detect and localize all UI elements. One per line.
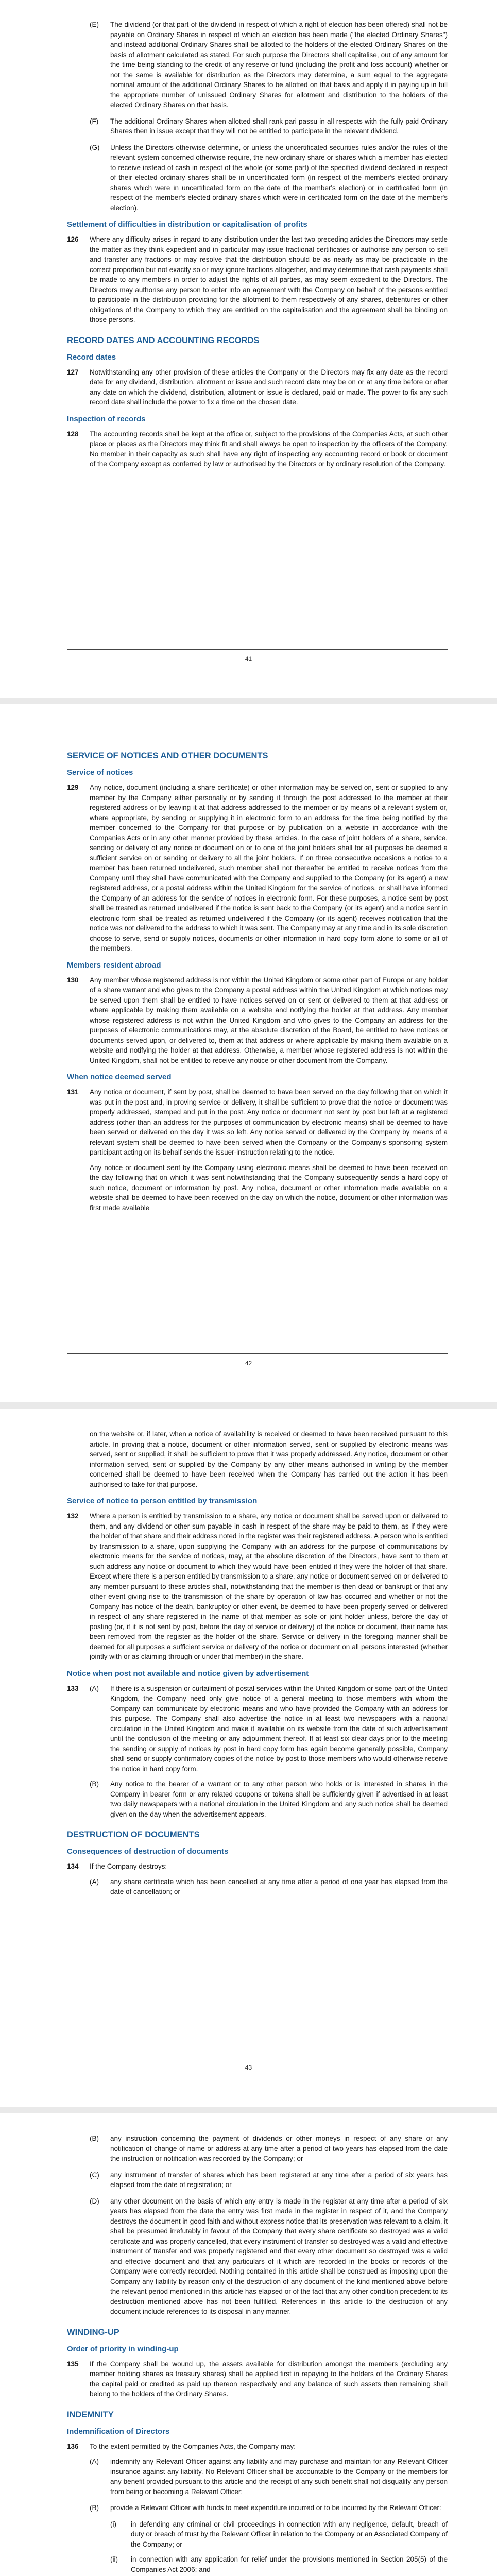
list-item xyxy=(110,2554,448,2574)
part-heading: WINDING-UP xyxy=(67,2327,119,2337)
item-label: (C) xyxy=(90,2171,99,2179)
clause-paragraph: on the website or, if later, when a notice of availability is received or deemed to have been received pursuant to this article. In proving that a notice, document or other information served, sent or supplied by electronic means was served, sent or supplied, it shall be sufficient to prove that it was properly addressed. Any notice, document or other information served, sent or supplied by the Company by any other means authorised in writing by the member concerned shall be deemed to have been received when the Company has carried out the action it has been authorised to take for that purpose. xyxy=(90,1430,448,1488)
list-item xyxy=(90,143,448,213)
list-item xyxy=(90,2170,448,2190)
clause-132 xyxy=(67,1511,448,1662)
section-heading: Service of notices xyxy=(67,768,133,777)
item-label: (B) xyxy=(90,1780,99,1788)
clause-number: 136 xyxy=(67,2442,79,2450)
page-43 xyxy=(0,1409,497,2107)
item-text: in defending any criminal or civil proceedings in connection with any negligence, default, breach of duty or breach of trust by the Relevant Officer in relation to the Company or an Associated Company of the Company; or xyxy=(131,2520,448,2548)
clause-number: 129 xyxy=(67,784,79,791)
clause-number: 132 xyxy=(67,1512,79,1520)
list-item xyxy=(90,116,448,137)
clause-131 xyxy=(67,1087,448,1158)
part-heading: RECORD DATES AND ACCOUNTING RECORDS xyxy=(67,335,260,345)
clause-text: If there is a suspension or curtailment of postal services within the United Kingdom or some part of the United Kingdom, the Company need only give notice of a general meeting to those members with whom the Company can communicate by electronic means and who have provided the Company with an address for this purpose. The Company shall also advertise the notice in at least two newspapers with a national circulation in the United Kingdom and make it available on its website from the date of such advertisement until the conclusion of the meeting or any adjournment thereof. If at least six clear days prior to the meeting the sending or supply of notices by post in hard copy form has again become generally possible, Company shall send or supply confirmatory copies of the notice by post to those members who would otherwise receive the notice in hard copy form. xyxy=(110,1684,448,1773)
part-heading: DESTRUCTION OF DOCUMENTS xyxy=(67,1830,200,1839)
page-footer-rule xyxy=(67,1353,448,1354)
list-item xyxy=(90,1877,448,1897)
page-number: 43 xyxy=(245,2064,252,2071)
page-42 xyxy=(0,704,497,1402)
list-item xyxy=(90,2133,448,2164)
item-label: (ii) xyxy=(110,2555,118,2563)
clause-text: Any member whose registered address is not within the United Kingdom or some other part of Europe or any holder of a share warrant and who gives to the Company a postal address within the United Kingdom at which notices may be served upon them shall be entitled to have notices served on or sent or delivered to them at that address or where applicable by making them available on a website and notifying the holder at that address. Any member whose registered address is not within the United Kingdom and who gives to the Company an address for the purposes of electronic communications may, at the absolute discretion of the Board, be entitled to have notices or documents served upon, or delivered to, them at that address or where applicable by making them available on a website and notifying the holder at that address. Otherwise, a member whose registered address is not within the United Kingdom, shall not be entitled to receive any notice or other document from the Company. xyxy=(90,976,448,1064)
page-44 xyxy=(0,2113,497,2576)
clause-135 xyxy=(67,2359,448,2399)
page-footer-rule xyxy=(67,649,448,650)
clause-136 xyxy=(67,2442,448,2452)
page-number: 42 xyxy=(245,1360,252,1367)
section-heading: Members resident abroad xyxy=(67,960,161,970)
clause-134 xyxy=(67,1861,448,1872)
item-label: (D) xyxy=(90,2197,99,2205)
list-item xyxy=(90,2503,448,2513)
clause-number: 134 xyxy=(67,1862,79,1870)
page-41 xyxy=(0,0,497,698)
clause-129 xyxy=(67,783,448,954)
item-text: any other document on the basis of which any entry is made in the register at any time after a period of six years has elapsed from the date the entry was first made in the register in respect of it, and the Company destroys the document in good faith and without express notice that its preservation was relevant to a claim, it shall be presumed irrefutably in favour of the Company that every share certificate so destroyed was a valid certificate and was properly cancelled, that every instrument of transfer so destroyed was a valid and effective instrument of transfer and was properly registered and that every other document so destroyed was a valid and effective document and that any particulars of it which are recorded in the books or records of the Company were correctly recorded. Nothing contained in this article shall be construed as imposing upon the Company any liability by reason only of the destruction of any document of the kind mentioned above before the relevant period mentioned in this article has elapsed or of the fact that any other condition precedent to its destruction mentioned above has not been fulfilled. References in this article to the destruction of any document include references to its disposal in any manner. xyxy=(110,2197,448,2315)
clause-127 xyxy=(67,367,448,408)
list-item xyxy=(90,1779,448,1819)
clause-paragraph: Any notice or document sent by the Company using electronic means shall be deemed to have been received on the day following that on which it was sent notwithstanding that the Company subsequently sends a hard copy of such notice, document or information by post. Any notice, document or other information made available on a website shall be deemed to have been received on the day on which the notice, document or other information was first made available xyxy=(90,1163,448,1212)
clause-number: 135 xyxy=(67,2360,79,2368)
item-text: any instruction concerning the payment of dividends or other moneys in respect of any share or any notification of change of name or address at any time after a period of two years has elapsed from the date the instruction or notification was recorded by the Company; or xyxy=(110,2134,448,2162)
list-item xyxy=(90,2456,448,2497)
clause-text: Where a person is entitled by transmission to a share, any notice or document shall be served upon or delivered to them, and any dividend or other sum payable in cash in respect of the share may be paid to them, as if they were the holder of that share and their address noted in the register was their registered address. A person who is entitled by transmission to a share, upon supplying the Company with an address for the purpose of communications by electronic means for the service of notices, may, at the absolute discretion of the Directors, have sent to them at such address any notice or document to which they would have been entitled if they were the holder of that share. Except where there is a person entitled by transmission to a share, any notice or document served on or delivered to any member pursuant to these articles shall, notwithstanding that the member is then dead or bankrupt or that any other event giving rise to the transmission of the share by operation of law has occurred and whether or not the Company has notice of the death, bankruptcy or other event, be deemed to have been properly served or delivered in respect of any share registered in the name of that member as sole or joint holder unless, before the day of posting (or, if it is not sent by post, before the day of service or delivery) of the notice or document, their name has been removed from the register as the holder of the share. Service or delivery in the foregoing manner shall be deemed for all purposes a sufficient service or delivery of the notice or document on all persons interested (whether jointly with or as claiming through or under that member) in the share. xyxy=(90,1512,448,1660)
item-label: (A) xyxy=(90,2458,99,2465)
clause-text: The accounting records shall be kept at the office or, subject to the provisions of the Companies Acts, at such other place or places as the Directors may think fit and shall always be open to inspection by the officers of the Company. No member in their capacity as such shall have any right of inspecting any accounting record or book or document of the Company except as conferred by law or authorised by the Directors or by ordinary resolution of the Company. xyxy=(90,430,448,468)
section-heading: When notice deemed served xyxy=(67,1073,172,1081)
clause-number: 131 xyxy=(67,1088,79,1096)
clause-133 xyxy=(67,1684,448,1774)
item-label: (A) xyxy=(90,1684,99,1692)
clause-text: If the Company destroys: xyxy=(90,1862,167,1870)
section-heading: Record dates xyxy=(67,352,116,362)
clause-number: 126 xyxy=(67,235,79,243)
item-text: any share certificate which has been cancelled at any time after a period of one year has elapsed from the date of cancellation; or xyxy=(110,1877,448,1895)
item-label: (A) xyxy=(90,1877,99,1886)
item-label: (E) xyxy=(90,21,99,28)
clause-number: 127 xyxy=(67,368,79,376)
clause-number: 133 xyxy=(67,1684,79,1692)
item-text: provide a Relevant Officer with funds to meet expenditure incurred or to be incurred by the Relevant Officer: xyxy=(110,2504,441,2512)
item-label: (B) xyxy=(90,2504,99,2512)
item-text: Any notice to the bearer of a warrant or to any other person who holds or is interested in shares in the Company in bearer form or any related coupons or tokens shall be sufficiently given if advertised in at least two daily newspapers with a national circulation in the United Kingdom and any such notice shall be deemed given on the day when the advertisement appears. xyxy=(110,1780,448,1818)
section-heading: Consequences of destruction of documents xyxy=(67,1847,229,1856)
list-item xyxy=(90,2196,448,2317)
item-text: The additional Ordinary Shares when allotted shall rank pari passu in all respects with the fully paid Ordinary Shares then in issue except that they will not be entitled to participate in the relevant dividend. xyxy=(110,117,448,135)
clause-130 xyxy=(67,975,448,1066)
clause-text: Notwithstanding any other provision of these articles the Company or the Directors may fix any date as the record date for any dividend, distribution, allotment or issue and such record date may be on or at any time before or after any date on which the dividend, distribution, allotment or issue is declared, paid or made. The power to fix any such record date shall include the power to fix a time on the chosen date. xyxy=(90,368,448,406)
item-label: (F) xyxy=(90,117,99,125)
item-text: indemnify any Relevant Officer against any liability and may purchase and maintain for any Relevant Officer insurance against any liability. No Relevant Officer shall be accountable to the Company or the members for any benefit provided pursuant to this article and the receipt of any such benefit shall not disqualify any person from being or becoming a Relevant Officer; xyxy=(110,2458,448,2496)
item-text: The dividend (or that part of the dividend in respect of which a right of election has been offered) shall not be payable on Ordinary Shares in respect of which an election has been made ("the elected Ordinary Shares") and instead additional Ordinary Shares shall be allotted to the holders of the elected Ordinary Shares on the basis of allotment calculated as stated. For such purpose the Directors shall capitalise, out of any amount for the time being standing to the credit of any reserve or fund (including the profit and loss account) whether or not the same is available for distribution as the Directors may determine, a sum equal to the aggregate nominal amount of the additional Ordinary Shares to be allotted on that basis and apply it in paying up in full the appropriate number of unissued Ordinary Shares for allotment and distribution to the holders of the elected Ordinary Shares on that basis. xyxy=(110,21,448,109)
clause-text: If the Company shall be wound up, the assets available for distribution amongst the members (excluding any member holding shares as treasury shares) shall be applied first in repaying to the holders of the Ordinary Shares the capital paid or credited as paid up thereon respectively and any balance of such assets then remaining shall belong to the holders of the Ordinary Shares. xyxy=(90,2360,448,2398)
item-label: (i) xyxy=(110,2520,116,2528)
part-heading: SERVICE OF NOTICES AND OTHER DOCUMENTS xyxy=(67,751,268,760)
clause-text: Where any difficulty arises in regard to any distribution under the last two preceding articles the Directors may settle the matter as they think expedient and in particular may issue fractional certificates or authorise any person to sell and transfer any fractions or may resolve that the distribution should be as nearly as may be practicable in the correct proportion but not exactly so or may ignore fractions altogether, and may determine that cash payments shall be made to any members in order to adjust the rights of all parties, as may seem expedient to the Directors. The Directors may authorise any person to enter into an agreement with the Company on behalf of the persons entitled to participate in the distribution providing for the allotment to them respectively of any shares, debentures or other obligations of the Company to which they are entitled on the capitalisation and the agreement shall be binding on those persons. xyxy=(90,235,448,324)
section-heading: Inspection of records xyxy=(67,414,146,423)
section-heading: Service of notice to person entitled by transmission xyxy=(67,1497,258,1505)
section-heading: Settlement of difficulties in distribution or capitalisation of profits xyxy=(67,220,307,229)
section-heading: Notice when post not available and notice given by advertisement xyxy=(67,1669,309,1678)
clause-text: To the extent permitted by the Companies Acts, the Company may: xyxy=(90,2442,296,2450)
clause-number: 130 xyxy=(67,976,79,984)
item-text: in connection with any application for relief under the provisions mentioned in Section 205(5) of the Companies Act 2006; and xyxy=(131,2555,448,2573)
clause-128 xyxy=(67,429,448,469)
clause-126 xyxy=(67,234,448,325)
clause-text: Any notice or document, if sent by post, shall be deemed to have been served on the day following that on which it was put in the post and, in proving service or delivery, it shall be sufficient to prove that the notice or document was properly addressed, stamped and put in the post. Any notice or document not sent by post but left at a registered address (other than an address for the purposes of communication by electronic means) shall be deemed to have been served or delivered on the day it was so left. Any notice served or delivered by the Company by means of a relevant system shall be deemed to have been served when the Company or the Company's sponsoring system participant acting on its behalf sends the issuer-instruction relating to the notice. xyxy=(90,1088,448,1156)
item-text: any instrument of transfer of shares which has been registered at any time after a period of six years has elapsed from the date of registration; or xyxy=(110,2171,448,2189)
item-label: (G) xyxy=(90,143,100,151)
section-heading: Indemnification of Directors xyxy=(67,2427,170,2436)
page-number: 41 xyxy=(245,655,252,663)
item-label: (B) xyxy=(90,2134,99,2142)
clause-number: 128 xyxy=(67,430,79,438)
clause-text: Any notice, document (including a share certificate) or other information may be served on, sent or supplied to any member by the Company either personally or by sending it through the post addressed to the member at their registered address or by leaving it at that address addressed to the member or by means of a relevant system or, where appropriate, by sending or supplying it in electronic form to an address for the time being notified by the member concerned to the Company for that purpose or by publication on a website in accordance with the Companies Acts or in any other manner provided by these articles. In the case of joint holders of a share, service, sending or delivery of any notice or document on or to one of the joint holders shall for all purposes be deemed a sufficient service on or sending or delivery to all the joint holders. If on three consecutive occasions a notice to a member has been returned undelivered, such member shall not thereafter be entitled to receive notices from the Company until they shall have communicated with the Company and supplied to the Company (or its agent) a new registered address, or a postal address within the United Kingdom for the service of notices, or shall have informed the Company of an address for the service of notices in electronic form. For these purposes, a notice sent by post shall be treated as returned undelivered if the notice is sent back to the Company (or its agent) and a notice sent in electronic form shall be treated as returned undelivered if the Company (or its agent) receives notification that the notice was not delivered to the address to which it was sent. The Company may at any time and in its sole discretion choose to serve, send or supply notices, documents or other information in hard copy form alone to some or all of the members. xyxy=(90,784,448,952)
part-heading: INDEMNITY xyxy=(67,2410,114,2419)
list-item xyxy=(90,20,448,110)
list-item xyxy=(110,2519,448,2550)
item-text: Unless the Directors otherwise determine, or unless the uncertificated securities rules and/or the rules of the relevant system concerned otherwise require, the new ordinary share or shares which a member has elected to receive instead of cash in respect of the whole (or some part) of the specified dividend declared in respect of their elected ordinary shares shall be in uncertificated form (in respect of the member's elected ordinary shares which were in uncertificated form on the date of the member's election) or in certificated form (in respect of the member's elected ordinary shares which were in certificated form on the date of the member's election). xyxy=(110,143,448,212)
section-heading: Order of priority in winding-up xyxy=(67,2344,179,2353)
